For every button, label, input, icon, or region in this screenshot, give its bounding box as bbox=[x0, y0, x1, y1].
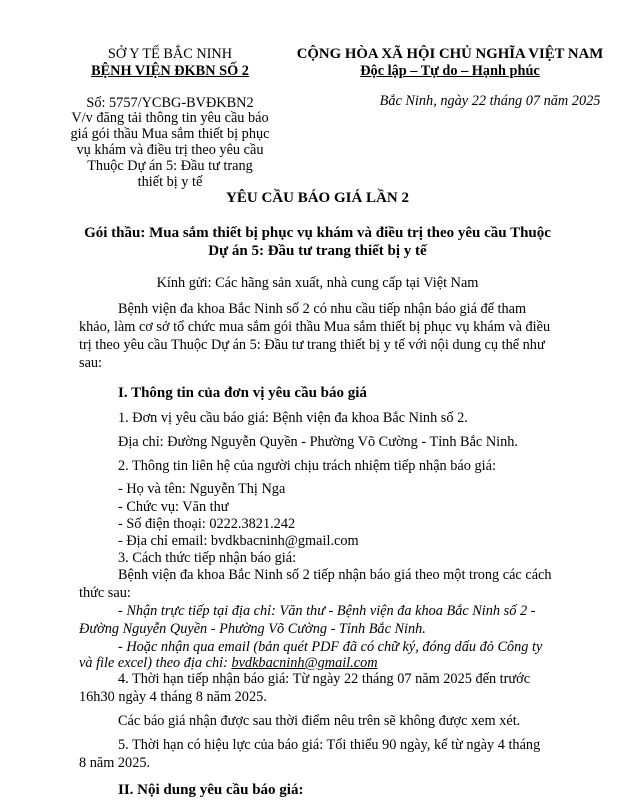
requester-address: Địa chỉ: Đường Nguyễn Quyền - Phường Võ Cường - Tỉnh Bắc Ninh. bbox=[118, 434, 519, 450]
subject-line: giá gói thầu Mua sắm thiết bị phục bbox=[70, 126, 270, 142]
package-line: Gói thầu: Mua sắm thiết bị phục vụ khám và điều trị theo yêu cầu Thuộc bbox=[84, 225, 551, 241]
receipt-method-heading: 3. Cách thức tiếp nhận báo giá: bbox=[118, 550, 297, 566]
subject-line: Thuộc Dự án 5: Đầu tư trang bbox=[87, 158, 253, 174]
contact-email: - Địa chỉ email: bvdkbacninh@gmail.com bbox=[118, 533, 359, 549]
issuing-authority: SỞ Y TẾ BẮC NINH bbox=[107, 46, 233, 62]
section-2-heading: II. Nội dung yêu cầu báo giá: bbox=[118, 782, 304, 798]
intro-line: khảo, làm cơ sở tổ chức mua sắm gói thầu Mua sắm thiết bị phục vụ khám và điều bbox=[79, 319, 551, 335]
email-link[interactable]: bvdkbacninh@gmail.com bbox=[231, 655, 378, 671]
recipient: Kính gửi: Các hãng sản xuất, nhà cung cấp tại Việt Nam bbox=[156, 275, 479, 291]
email-receipt-prefix: và file excel) theo địa chỉ: bbox=[79, 655, 232, 671]
page-title: YÊU CẦU BÁO GIÁ LẦN 2 bbox=[226, 190, 409, 206]
direct-receipt-line: - Nhận trực tiếp tại địa chỉ: Văn thư - Bệnh viện đa khoa Bắc Ninh số 2 - bbox=[118, 603, 536, 619]
contact-heading: 2. Thông tin liên hệ của người chịu trách nhiệm tiếp nhận báo giá: bbox=[118, 458, 496, 474]
intro-line: Bệnh viện đa khoa Bắc Ninh số 2 có nhu cầu tiếp nhận báo giá để tham bbox=[118, 301, 527, 317]
subject-line: vụ khám và điều trị theo yêu cầu bbox=[76, 142, 264, 158]
intro-line: sau: bbox=[79, 355, 103, 371]
late-note: Các báo giá nhận được sau thời điểm nêu trên sẽ không được xem xét. bbox=[118, 713, 521, 729]
section-1-heading: I. Thông tin của đơn vị yêu cầu báo giá bbox=[118, 385, 367, 401]
requester-unit: 1. Đơn vị yêu cầu báo giá: Bệnh viện đa khoa Bắc Ninh số 2. bbox=[118, 410, 468, 426]
deadline-line: 4. Thời hạn tiếp nhận báo giá: Từ ngày 22 tháng 07 năm 2025 đến trước bbox=[118, 671, 531, 687]
national-motto: Độc lập – Tự do – Hạnh phúc bbox=[360, 63, 540, 79]
direct-receipt-line: Đường Nguyễn Quyền - Phường Võ Cường - Tỉnh Bắc Ninh. bbox=[79, 621, 426, 637]
receipt-method-line: Bệnh viện đa khoa Bắc Ninh số 2 tiếp nhận báo giá theo một trong các cách bbox=[118, 567, 552, 583]
email-receipt-line: - Hoặc nhận qua email (bản quét PDF đã có chữ ký, đóng dấu đỏ Công ty bbox=[118, 639, 543, 655]
email-receipt-line bbox=[79, 655, 378, 672]
contact-phone: - Số điện thoại: 0222.3821.242 bbox=[118, 516, 296, 532]
contact-position: - Chức vụ: Văn thư bbox=[118, 499, 229, 515]
package-line: Dự án 5: Đầu tư trang thiết bị y tế bbox=[208, 243, 427, 259]
subject-line: V/v đăng tải thông tin yêu cầu báo bbox=[71, 110, 269, 126]
validity-line: 5. Thời hạn có hiệu lực của báo giá: Tối thiểu 90 ngày, kể từ ngày 4 tháng bbox=[118, 737, 541, 753]
receipt-method-line: thức sau: bbox=[79, 585, 131, 601]
deadline-line: 16h30 ngày 4 tháng 8 năm 2025. bbox=[79, 689, 267, 705]
document-number: Số: 5757/YCBG-BVĐKBN2 bbox=[86, 95, 254, 111]
contact-name: - Họ và tên: Nguyễn Thị Nga bbox=[118, 481, 286, 497]
validity-line: 8 năm 2025. bbox=[79, 755, 151, 771]
place-date: Bắc Ninh, ngày 22 tháng 07 năm 2025 bbox=[379, 93, 601, 109]
intro-line: trị theo yêu cầu Thuộc Dự án 5: Đầu tư trang thiết bị y tế với nội dung cụ thể như bbox=[79, 337, 545, 353]
country-name: CỘNG HÒA XÃ HỘI CHỦ NGHĨA VIỆT NAM bbox=[296, 46, 604, 62]
subject-line: thiết bị y tế bbox=[137, 174, 203, 190]
hospital-name: BỆNH VIỆN ĐKBN SỐ 2 bbox=[91, 63, 249, 79]
